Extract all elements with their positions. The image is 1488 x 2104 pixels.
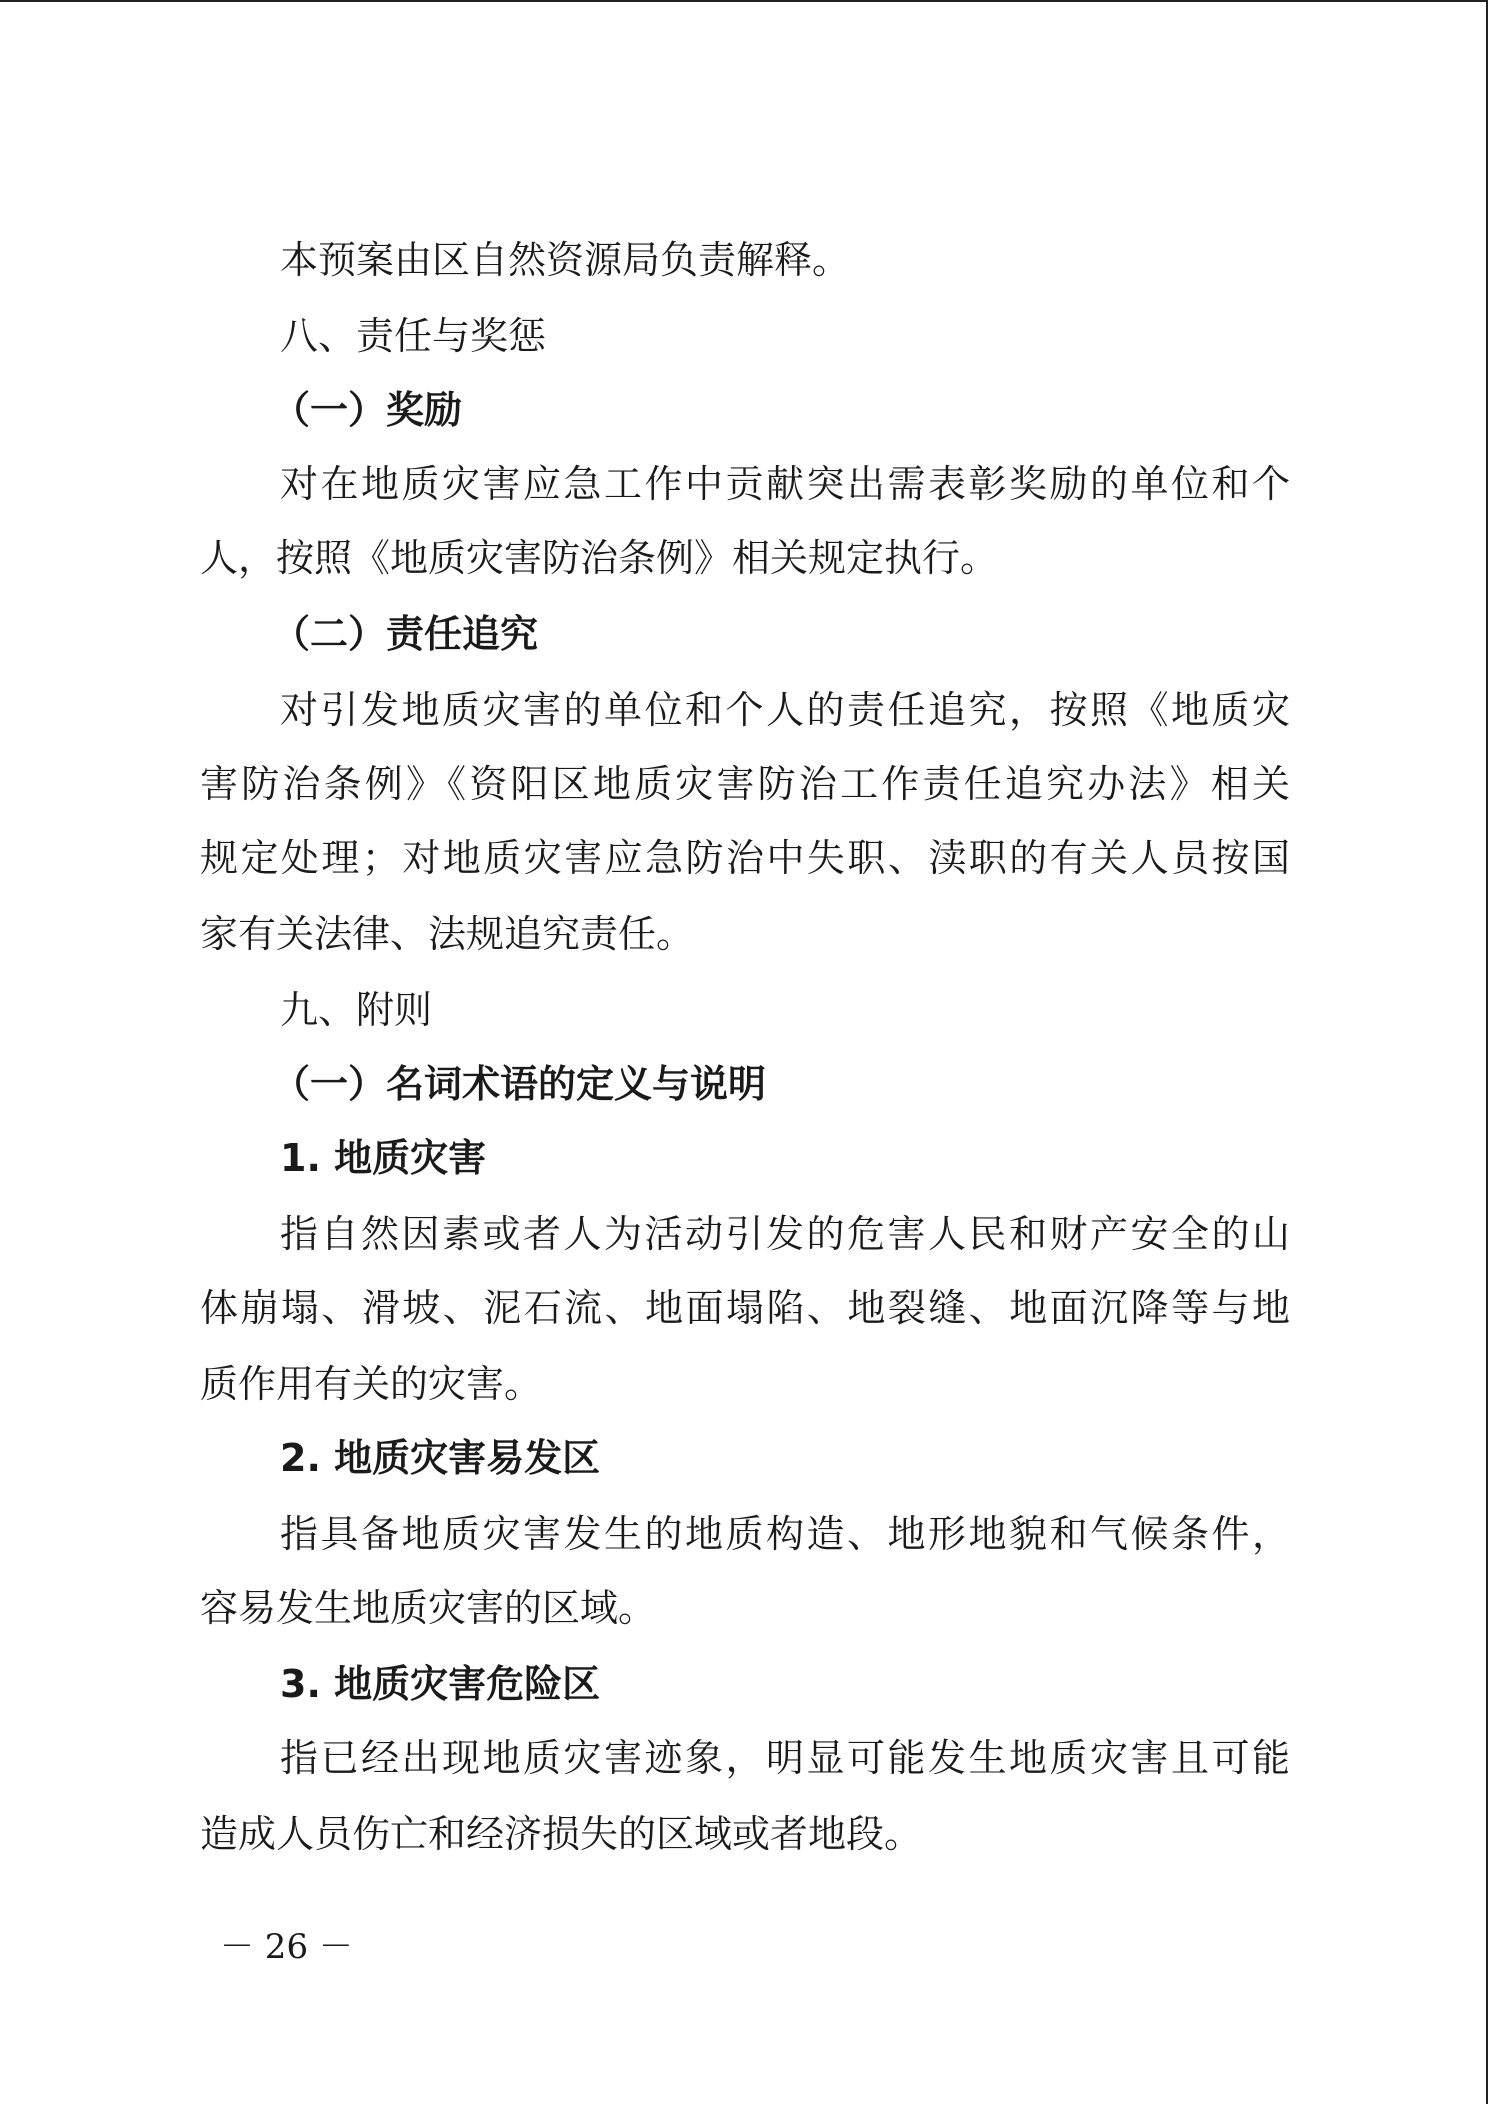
definition-danger-area-line-1: 指已经出现地质灾害迹象，明显可能发生地质灾害且可能 [280,1736,1290,1780]
term-heading-prone-area: 2. 地质灾害易发区 [280,1436,601,1480]
definition-geological-disaster-line-2: 体崩塌、滑坡、泥石流、地面塌陷、地裂缝、地面沉降等与地 [200,1286,1290,1330]
section-heading-responsibility: 八、责任与奖惩 [280,314,547,358]
term-heading-geological-disaster: 1. 地质灾害 [280,1136,487,1180]
paragraph-reward-line-1: 对在地质灾害应急工作中贡献突出需表彰奖励的单位和个 [280,462,1290,506]
term-heading-danger-area: 3. 地质灾害危险区 [280,1662,601,1706]
section-heading-supplementary: 九、附则 [280,988,433,1032]
definition-prone-area-line-2: 容易发生地质灾害的区域。 [200,1586,657,1630]
definition-geological-disaster-line-3: 质作用有关的灾害。 [200,1362,543,1406]
subsection-heading-accountability: （二）责任追究 [272,612,539,656]
paragraph-interpretation: 本预案由区自然资源局负责解释。 [280,238,851,282]
definition-geological-disaster-line-1: 指自然因素或者人为活动引发的危害人民和财产安全的山 [280,1212,1290,1256]
subsection-heading-definitions: （一）名词术语的定义与说明 [272,1062,767,1106]
paragraph-accountability-line-4: 家有关法律、法规追究责任。 [200,912,695,956]
definition-prone-area-line-1: 指具备地质灾害发生的地质构造、地形地貌和气候条件， [280,1512,1290,1556]
paragraph-reward-line-2: 人，按照《地质灾害防治条例》相关规定执行。 [200,536,999,580]
paragraph-accountability-line-2: 害防治条例》《资阳区地质灾害防治工作责任追究办法》相关 [200,762,1290,806]
page-number: － 26 － [220,1927,353,1967]
paragraph-accountability-line-3: 规定处理；对地质灾害应急防治中失职、渎职的有关人员按国 [200,836,1290,880]
definition-danger-area-line-2: 造成人员伤亡和经济损失的区域或者地段。 [200,1812,923,1856]
paragraph-accountability-line-1: 对引发地质灾害的单位和个人的责任追究，按照《地质灾 [280,688,1290,732]
subsection-heading-reward: （一）奖励 [272,388,463,432]
